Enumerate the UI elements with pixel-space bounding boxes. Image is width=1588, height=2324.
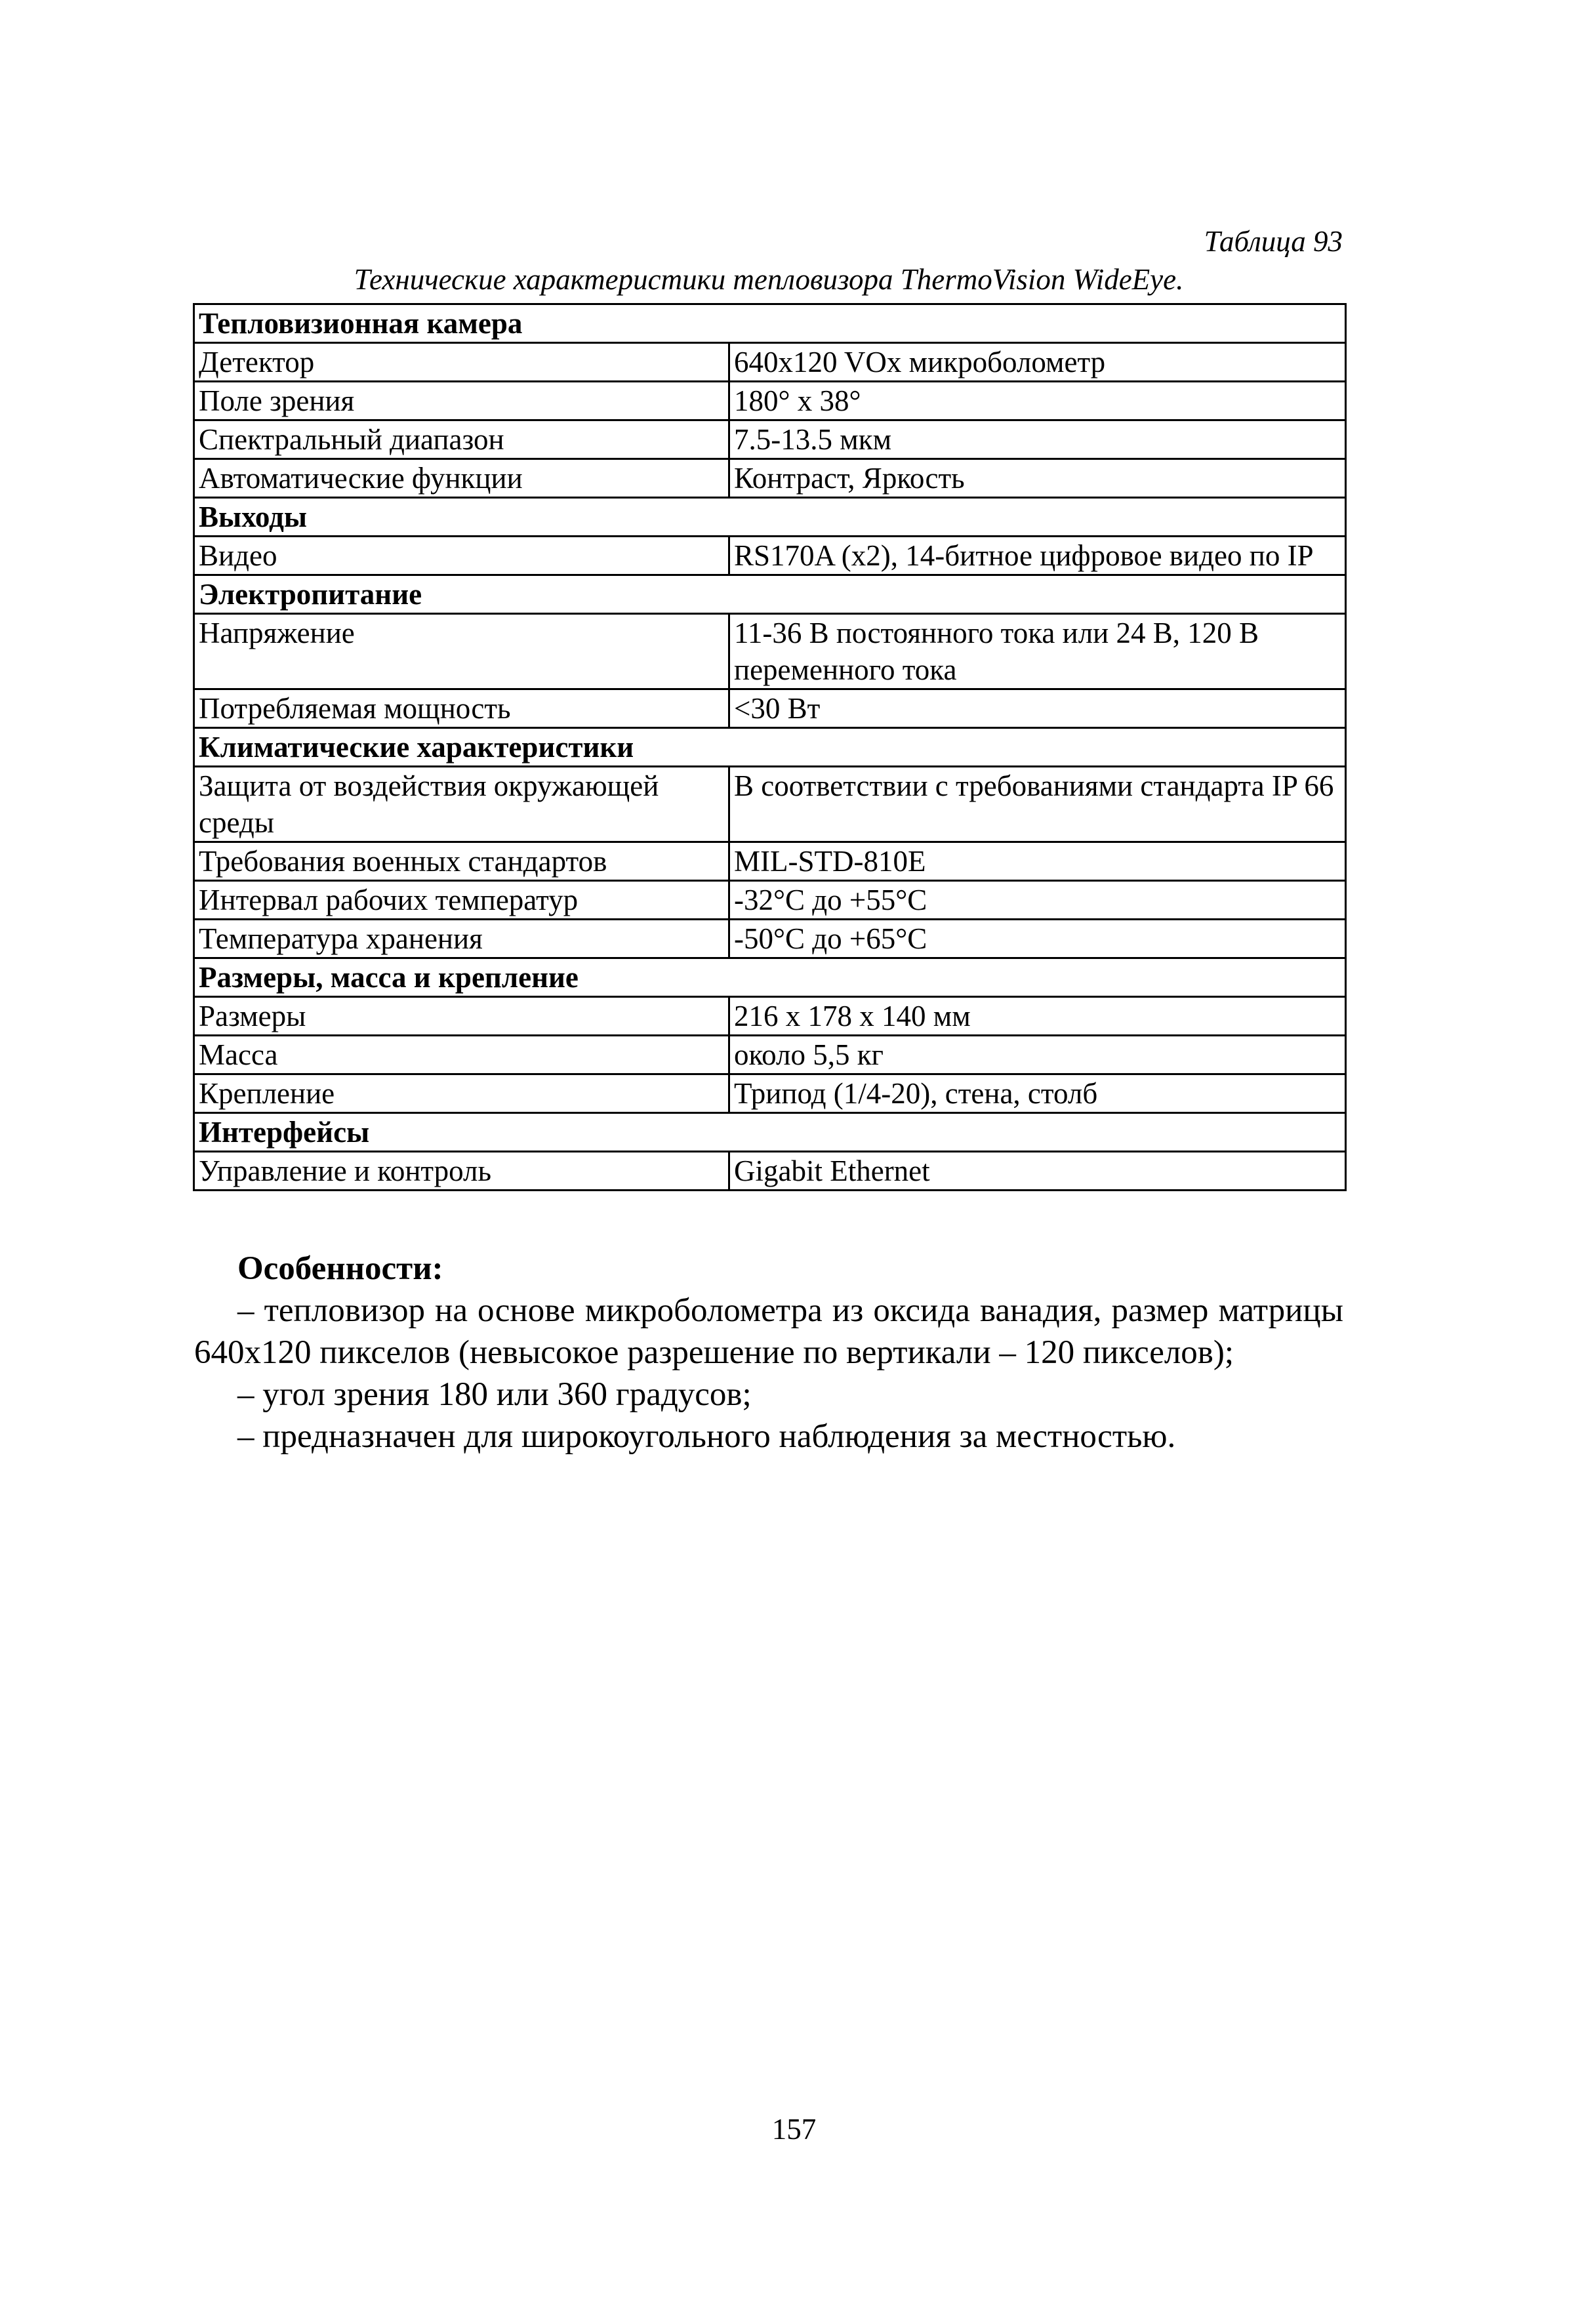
table-section-row	[194, 1113, 1346, 1152]
value-cell: Трипод (1/4-20), стена, столб	[729, 1074, 1346, 1113]
param-cell: Размеры	[194, 997, 729, 1036]
param-cell: Детектор	[194, 343, 729, 382]
features-section	[194, 1248, 1343, 1458]
value-cell: 7.5-13.5 мкм	[729, 420, 1346, 459]
table-row	[194, 1036, 1346, 1074]
value-cell: Gigabit Ethernet	[729, 1152, 1346, 1191]
table-section-row	[194, 304, 1346, 343]
value-cell: -32°C до +55°C	[729, 881, 1346, 920]
value-cell: RS170A (x2), 14-битное цифровое видео по IP	[729, 537, 1346, 575]
table-section-row	[194, 498, 1346, 537]
table-row	[194, 459, 1346, 498]
table-row	[194, 614, 1346, 689]
param-cell: Спектральный диапазон	[194, 420, 729, 459]
section-title: Климатические характеристики	[194, 728, 1346, 767]
value-cell: 216 x 178 x 140 мм	[729, 997, 1346, 1036]
param-cell: Масса	[194, 1036, 729, 1074]
table-row	[194, 537, 1346, 575]
param-cell: Требования военных стандартов	[194, 842, 729, 881]
value-cell: 180° x 38°	[729, 382, 1346, 420]
param-cell: Поле зрения	[194, 382, 729, 420]
feature-item: – тепловизор на основе микроболометра из оксида ванадия, размер матрицы 640x120 пикселов (невысокое разрешение по вертикали – 120 пикселов);	[194, 1292, 1343, 1371]
value-cell: около 5,5 кг	[729, 1036, 1346, 1074]
table-caption: Технические характеристики тепловизора ThermoVision WideEye.	[354, 263, 1184, 296]
table-number: Таблица 93	[1204, 225, 1343, 258]
value-cell: MIL-STD-810E	[729, 842, 1346, 881]
table-row	[194, 382, 1346, 420]
specs-table	[193, 303, 1347, 1191]
features-heading: Особенности:	[237, 1250, 443, 1287]
section-title: Интерфейсы	[194, 1113, 1346, 1152]
param-cell: Крепление	[194, 1074, 729, 1113]
param-cell: Потребляемая мощность	[194, 689, 729, 728]
value-cell: <30 Вт	[729, 689, 1346, 728]
table-row	[194, 420, 1346, 459]
param-cell: Температура хранения	[194, 920, 729, 958]
table-row	[194, 881, 1346, 920]
table-row	[194, 1074, 1346, 1113]
feature-item: – угол зрения 180 или 360 градусов;	[237, 1376, 752, 1413]
param-cell: Видео	[194, 537, 729, 575]
table-section-row	[194, 728, 1346, 767]
table-row	[194, 842, 1346, 881]
section-title: Выходы	[194, 498, 1346, 537]
table-row	[194, 689, 1346, 728]
feature-item: – предназначен для широкоугольного наблюдения за местностью.	[237, 1418, 1176, 1455]
table-row	[194, 920, 1346, 958]
table-row	[194, 1152, 1346, 1191]
section-title: Тепловизионная камера	[194, 304, 1346, 343]
table-section-row	[194, 958, 1346, 997]
table-section-row	[194, 575, 1346, 614]
table-row	[194, 767, 1346, 842]
section-title: Размеры, масса и крепление	[194, 958, 1346, 997]
param-cell: Автоматические функции	[194, 459, 729, 498]
value-cell: 640x120 VOx микроболометр	[729, 343, 1346, 382]
value-cell: В соответствии с требованиями стандарта IP 66	[729, 767, 1346, 842]
table-row	[194, 997, 1346, 1036]
value-cell: Контраст, Яркость	[729, 459, 1346, 498]
section-title: Электропитание	[194, 575, 1346, 614]
param-cell: Защита от воздействия окружающей среды	[194, 767, 729, 842]
value-cell: 11-36 В постоянного тока или 24 В, 120 В переменного тока	[729, 614, 1346, 689]
value-cell: -50°C до +65°C	[729, 920, 1346, 958]
param-cell: Управление и контроль	[194, 1152, 729, 1191]
table-row	[194, 343, 1346, 382]
page-number: 157	[771, 2113, 817, 2146]
param-cell: Напряжение	[194, 614, 729, 689]
param-cell: Интервал рабочих температур	[194, 881, 729, 920]
